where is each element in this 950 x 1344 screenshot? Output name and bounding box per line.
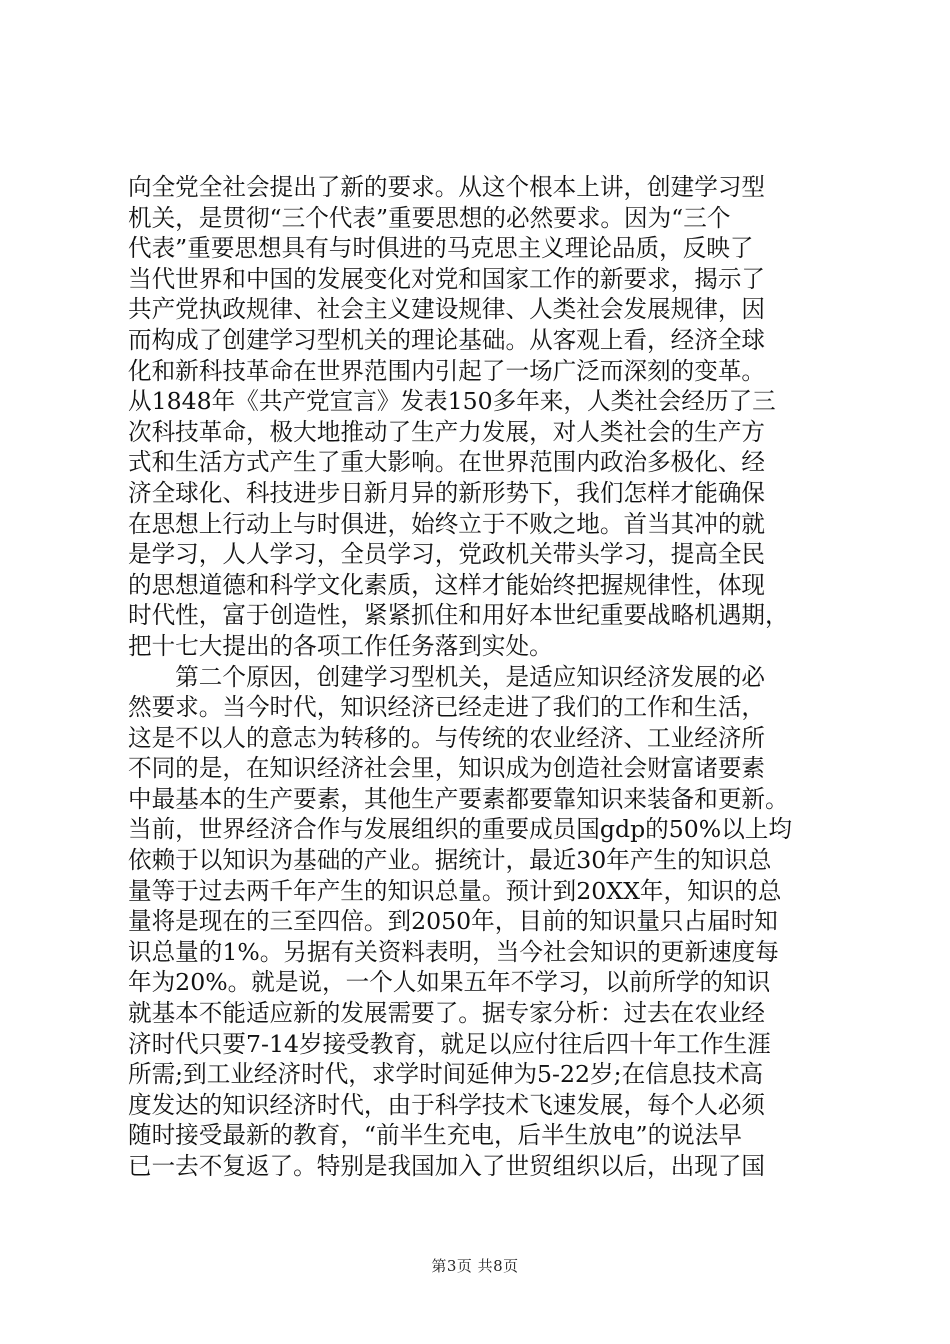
text-line: 量将是现在的三至四倍。到2050年，目前的知识量只占届时知 [128, 907, 778, 936]
text-line: 依赖于以知识为基础的产业。据统计，最近30年产生的知识总 [128, 846, 772, 875]
text-line: 的思想道德和科学文化素质，这样才能始终把握规律性，体现 [128, 570, 766, 599]
text-line: 化和新科技革命在世界范围内引起了一场广泛而深刻的变革。 [128, 356, 766, 385]
text-line: 然要求。当今时代，知识经济已经走进了我们的工作和生活， [128, 693, 766, 722]
text-line: 济全球化、科技进步日新月异的新形势下，我们怎样才能确保 [128, 478, 766, 507]
text-line: 代表”重要思想具有与时俱进的马克思主义理论品质，反映了 [128, 234, 754, 263]
text-line: 机关，是贯彻“三个代表”重要思想的必然要求。因为“三个 [128, 203, 731, 232]
text-line: 所需;到工业经济时代，求学时间延伸为5-22岁;在信息技术高 [128, 1060, 764, 1089]
text-line: 中最基本的生产要素，其他生产要素都要靠知识来装备和更新。 [128, 784, 789, 813]
text-line: 识总量的1%。另据有关资料表明，当今社会知识的更新速度每 [128, 937, 779, 966]
text-line: 年为20%。就是说，一个人如果五年不学习，以前所学的知识 [128, 968, 771, 997]
text-line: 把十七大提出的各项工作任务落到实处。 [128, 631, 553, 660]
text-line: 第二个原因，创建学习型机关，是适应知识经济发展的必 [128, 662, 766, 691]
text-line: 这是不以人的意志为转移的。与传统的农业经济、工业经济所 [128, 723, 766, 752]
text-line: 已一去不复返了。特别是我国加入了世贸组织以后，出现了国 [128, 1152, 766, 1180]
text-line: 而构成了创建学习型机关的理论基础。从客观上看，经济全球 [128, 325, 766, 354]
text-line: 当代世界和中国的发展变化对党和国家工作的新要求，揭示了 [128, 264, 766, 293]
text-line: 是学习，人人学习，全员学习，党政机关带头学习，提高全民 [128, 540, 766, 569]
text-line: 随时接受最新的教育，“前半生充电，后半生放电”的说法早 [128, 1121, 742, 1150]
text-line: 不同的是，在知识经济社会里，知识成为创造社会财富诸要素 [128, 754, 766, 783]
body-text [128, 172, 828, 1182]
text-line: 度发达的知识经济时代，由于科学技术飞速发展，每个人必须 [128, 1090, 766, 1119]
text-line: 当前，世界经济合作与发展组织的重要成员国gdp的50%以上均 [128, 815, 792, 844]
text-line: 时代性，富于创造性，紧紧抓住和用好本世纪重要战略机遇期， [128, 601, 789, 630]
text-line: 济时代只要7-14岁接受教育，就足以应付往后四十年工作生涯 [128, 1029, 771, 1058]
text-line: 就基本不能适应新的发展需要了。据专家分析：过去在农业经 [128, 999, 766, 1028]
text-line: 量等于过去两千年产生的知识总量。预计到20XX年，知识的总 [128, 876, 782, 905]
text-line: 在思想上行动上与时俱进，始终立于不败之地。首当其冲的就 [128, 509, 766, 538]
page-footer: 第3页 共8页 [431, 1257, 519, 1275]
text-line: 向全党全社会提出了新的要求。从这个根本上讲，创建学习型 [128, 173, 766, 201]
text-line: 从1848年《共产党宣言》发表150多年来，人类社会经历了三 [128, 387, 776, 416]
text-line: 共产党执政规律、社会主义建设规律、人类社会发展规律，因 [128, 295, 766, 324]
text-line: 式和生活方式产生了重大影响。在世界范围内政治多极化、经 [128, 448, 766, 477]
text-line: 次科技革命，极大地推动了生产力发展，对人类社会的生产方 [128, 417, 766, 446]
